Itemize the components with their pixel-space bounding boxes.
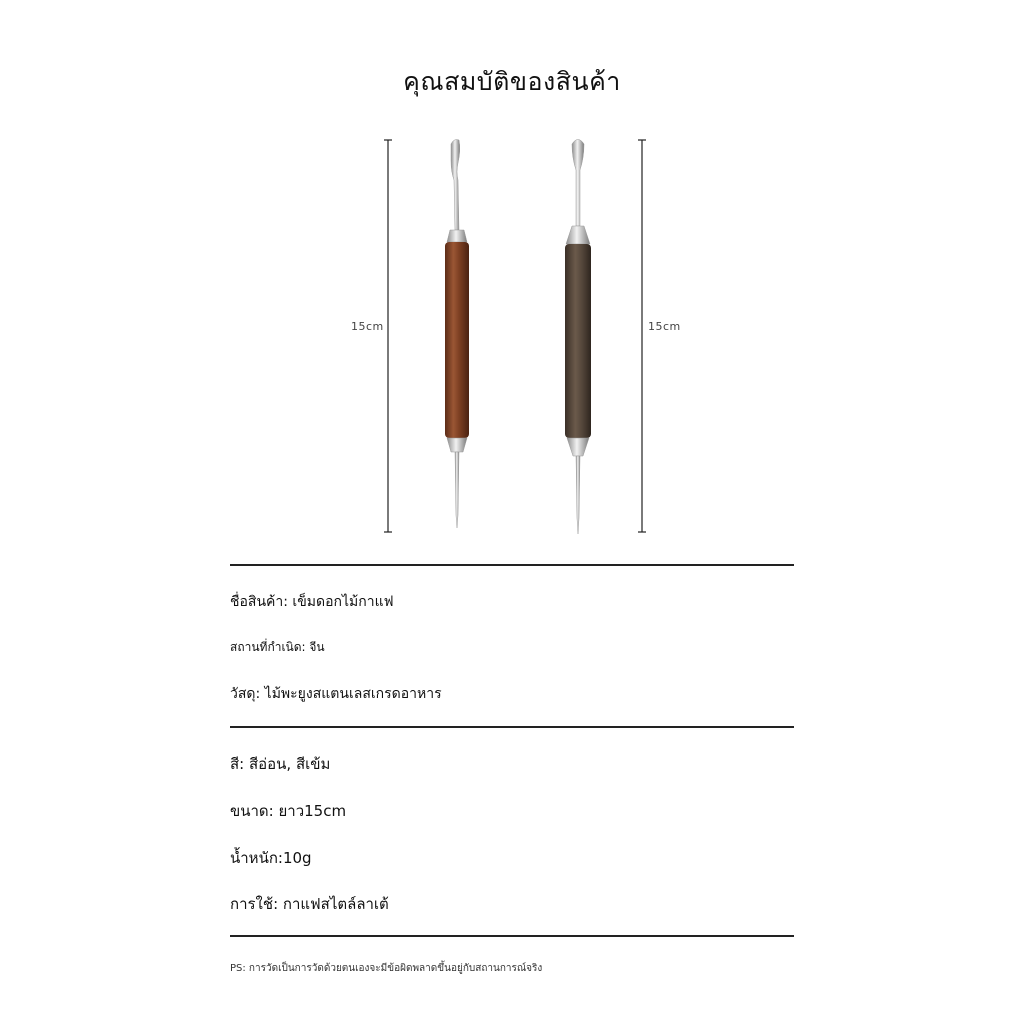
spec-color: สี: สีอ่อน, สีเข้ม: [230, 755, 331, 773]
right-dimension-label: 15cm: [648, 320, 681, 333]
footer-note: PS: การวัดเป็นการวัดด้วยตนเองจะมีข้อผิดพลาดขึ้นอยู่กับสถานการณ์จริง: [230, 963, 543, 974]
spec-weight: น้ำหนัก:10g: [230, 849, 312, 867]
left-dimension-line: [384, 140, 392, 532]
spec-origin: สถานที่กำเนิด: จีน: [230, 640, 325, 654]
divider: [230, 726, 794, 728]
spec-size: ขนาด: ยาว15cm: [230, 802, 347, 820]
left-dimension-label: 15cm: [351, 320, 384, 333]
dark-wood-needle: [565, 140, 591, 535]
spec-name: ชื่อสินค้า: เข็มดอกไม้กาแฟ: [230, 594, 394, 610]
page-title: คุณสมบัติของสินค้า: [403, 67, 621, 96]
right-dimension-line: [638, 140, 646, 532]
spec-usage: การใช้: กาแฟสไตล์ลาเต้: [230, 895, 389, 913]
divider: [230, 564, 794, 566]
divider: [230, 935, 794, 937]
light-wood-needle: [445, 140, 469, 529]
spec-material: วัสดุ: ไม้พะยูงสแตนเลสเกรดอาหาร: [230, 686, 442, 702]
